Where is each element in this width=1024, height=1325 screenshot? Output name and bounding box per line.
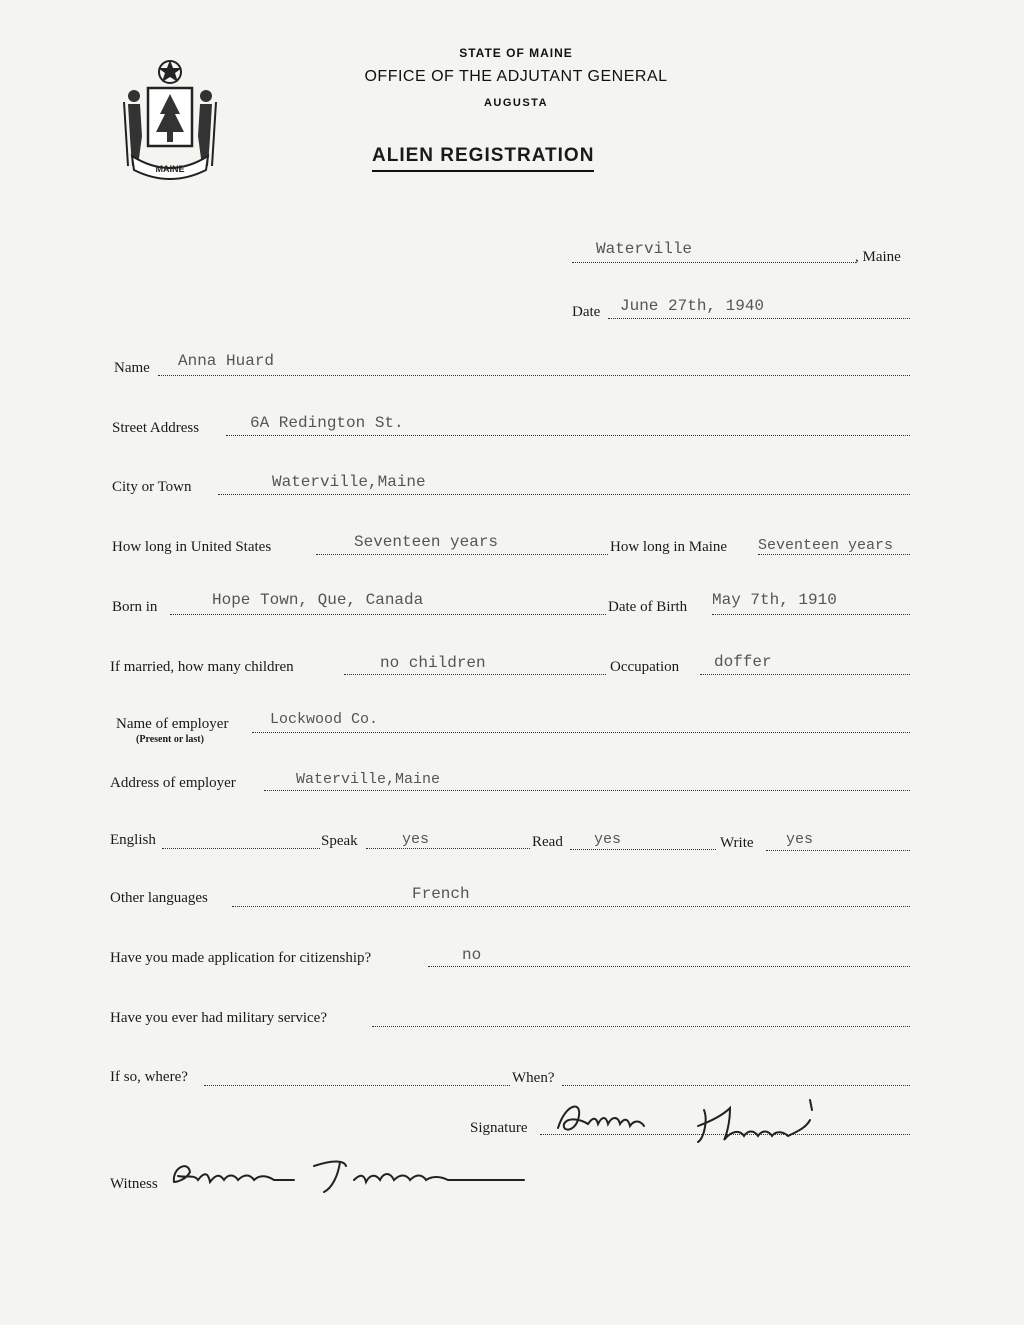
military-label: Have you ever had military service? bbox=[110, 1010, 327, 1026]
name-value: Anna Huard bbox=[178, 352, 275, 370]
signature-image bbox=[548, 1090, 868, 1150]
location-line bbox=[572, 262, 856, 263]
employer-address-value: Waterville,Maine bbox=[296, 771, 441, 788]
street-value: 6A Redington St. bbox=[250, 414, 404, 432]
date-line bbox=[608, 318, 910, 319]
date-label: Date bbox=[572, 304, 601, 320]
city-label: City or Town bbox=[112, 479, 192, 495]
date-value: June 27th, 1940 bbox=[620, 297, 765, 315]
form-title: ALIEN REGISTRATION bbox=[372, 145, 594, 172]
citizenship-value: no bbox=[462, 946, 482, 964]
when-label: When? bbox=[512, 1070, 555, 1086]
location-suffix: , Maine bbox=[855, 249, 901, 265]
children-line bbox=[344, 674, 606, 675]
children-value: no children bbox=[380, 654, 486, 672]
citizenship-line bbox=[428, 966, 910, 967]
maine-time-line bbox=[758, 554, 910, 555]
dob-line bbox=[712, 614, 910, 615]
seal-text: MAINE bbox=[155, 164, 185, 174]
maine-time-value: Seventeen years bbox=[758, 537, 894, 554]
read-value: yes bbox=[594, 831, 622, 848]
employer-note: (Present or last) bbox=[136, 734, 204, 745]
location-value: Waterville bbox=[596, 240, 693, 258]
where-label: If so, where? bbox=[110, 1069, 188, 1085]
us-time-line bbox=[316, 554, 608, 555]
us-time-label: How long in United States bbox=[112, 539, 272, 555]
read-label: Read bbox=[532, 834, 563, 850]
dob-value: May 7th, 1910 bbox=[712, 591, 837, 609]
witness-label: Witness bbox=[110, 1176, 158, 1192]
other-languages-label: Other languages bbox=[110, 890, 208, 906]
citizenship-label: Have you made application for citizenship? bbox=[110, 950, 372, 966]
dob-label: Date of Birth bbox=[608, 599, 688, 615]
other-languages-line bbox=[232, 906, 910, 907]
street-label: Street Address bbox=[112, 420, 200, 436]
city-heading: AUGUSTA bbox=[483, 97, 549, 109]
employer-label: Name of employer bbox=[116, 716, 229, 732]
speak-value: yes bbox=[402, 831, 430, 848]
read-line bbox=[570, 849, 716, 850]
write-label: Write bbox=[720, 835, 754, 851]
office-heading: OFFICE OF THE ADJUTANT GENERAL bbox=[364, 68, 668, 85]
employer-address-label: Address of employer bbox=[110, 775, 236, 791]
employer-line bbox=[252, 732, 910, 733]
born-label: Born in bbox=[112, 599, 158, 615]
military-line bbox=[372, 1026, 910, 1027]
born-value: Hope Town, Que, Canada bbox=[212, 591, 424, 609]
name-label: Name bbox=[114, 360, 150, 376]
other-languages-value: French bbox=[412, 885, 470, 903]
english-label: English bbox=[110, 832, 156, 848]
occupation-value: doffer bbox=[714, 653, 772, 671]
state-heading: STATE OF MAINE bbox=[459, 46, 573, 60]
maine-state-seal bbox=[118, 56, 222, 180]
street-line bbox=[226, 435, 910, 436]
occupation-line bbox=[700, 674, 910, 675]
english-line bbox=[162, 848, 320, 849]
where-line bbox=[204, 1085, 510, 1086]
write-line bbox=[766, 850, 910, 851]
name-line bbox=[158, 375, 910, 376]
write-value: yes bbox=[786, 831, 814, 848]
employer-address-line bbox=[264, 790, 910, 791]
us-time-value: Seventeen years bbox=[354, 533, 499, 551]
signature-label: Signature bbox=[470, 1120, 528, 1136]
speak-line bbox=[366, 848, 530, 849]
children-label: If married, how many children bbox=[110, 659, 294, 675]
occupation-label: Occupation bbox=[610, 659, 680, 675]
city-value: Waterville,Maine bbox=[272, 473, 426, 491]
when-line bbox=[562, 1085, 910, 1086]
city-line bbox=[218, 494, 910, 495]
witness-signature-image bbox=[164, 1150, 534, 1200]
employer-value: Lockwood Co. bbox=[270, 711, 379, 728]
born-line bbox=[170, 614, 606, 615]
maine-time-label: How long in Maine bbox=[610, 539, 728, 555]
speak-label: Speak bbox=[321, 833, 358, 849]
